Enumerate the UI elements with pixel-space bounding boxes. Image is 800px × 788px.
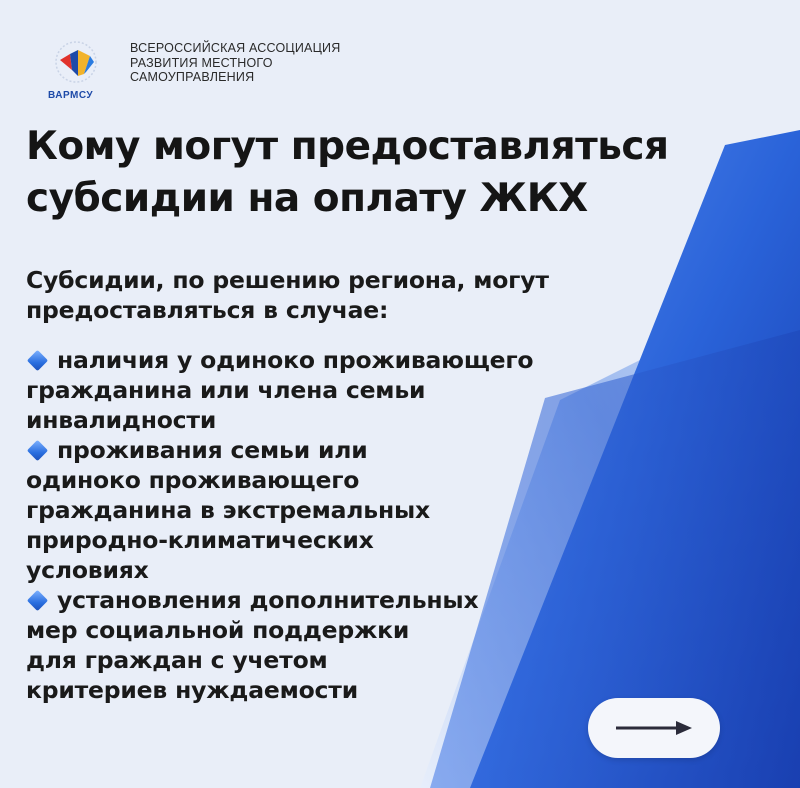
next-button[interactable] (588, 698, 720, 758)
logo (48, 40, 104, 104)
organization-name-line: РАЗВИТИЯ МЕСТНОГО (130, 55, 273, 70)
list-item-line (26, 345, 686, 375)
list-item-line: условиях (26, 556, 149, 584)
page-title (26, 121, 746, 225)
list-item-line: для граждан с учетом (26, 646, 328, 674)
list-item-line: природно-климатических (26, 526, 374, 554)
organization-name-line: САМОУПРАВЛЕНИЯ (130, 70, 255, 84)
logo-emblem (48, 40, 104, 88)
conditions-list (26, 345, 686, 705)
blue-diamond-icon (27, 440, 48, 461)
list-item-line: инвалидности (26, 406, 217, 434)
list-item-line (26, 435, 686, 465)
list-item-line: критериев нуждаемости (26, 676, 358, 704)
intro-line: предоставляться в случае: (26, 296, 389, 324)
list-item-line: одиноко проживающего (26, 466, 360, 494)
organization-name (130, 41, 390, 85)
logo-abbreviation: ВАРМСУ (48, 90, 94, 101)
list-item-line (26, 585, 686, 615)
intro-text (26, 265, 666, 325)
list-item-line: мер социальной поддержки (26, 616, 410, 644)
blue-diamond-icon (27, 350, 48, 371)
list-item-text: наличия у одиноко проживающего (57, 346, 534, 374)
list-item-text: проживания семьи или (57, 436, 368, 464)
intro-line: Субсидии, по решению региона, могут (26, 266, 549, 294)
arrow-right-icon (614, 718, 694, 738)
page-title-line: Кому могут предоставляться (26, 124, 669, 169)
list-item-line: гражданина или члена семьи (26, 376, 426, 404)
blue-diamond-icon (27, 590, 48, 611)
list-item-text: установления дополнительных (57, 586, 479, 614)
organization-name-line: ВСЕРОССИЙСКАЯ АССОЦИАЦИЯ (130, 41, 341, 55)
list-item-line: гражданина в экстремальных (26, 496, 430, 524)
page-title-line: субсидии на оплату ЖКХ (26, 176, 588, 221)
